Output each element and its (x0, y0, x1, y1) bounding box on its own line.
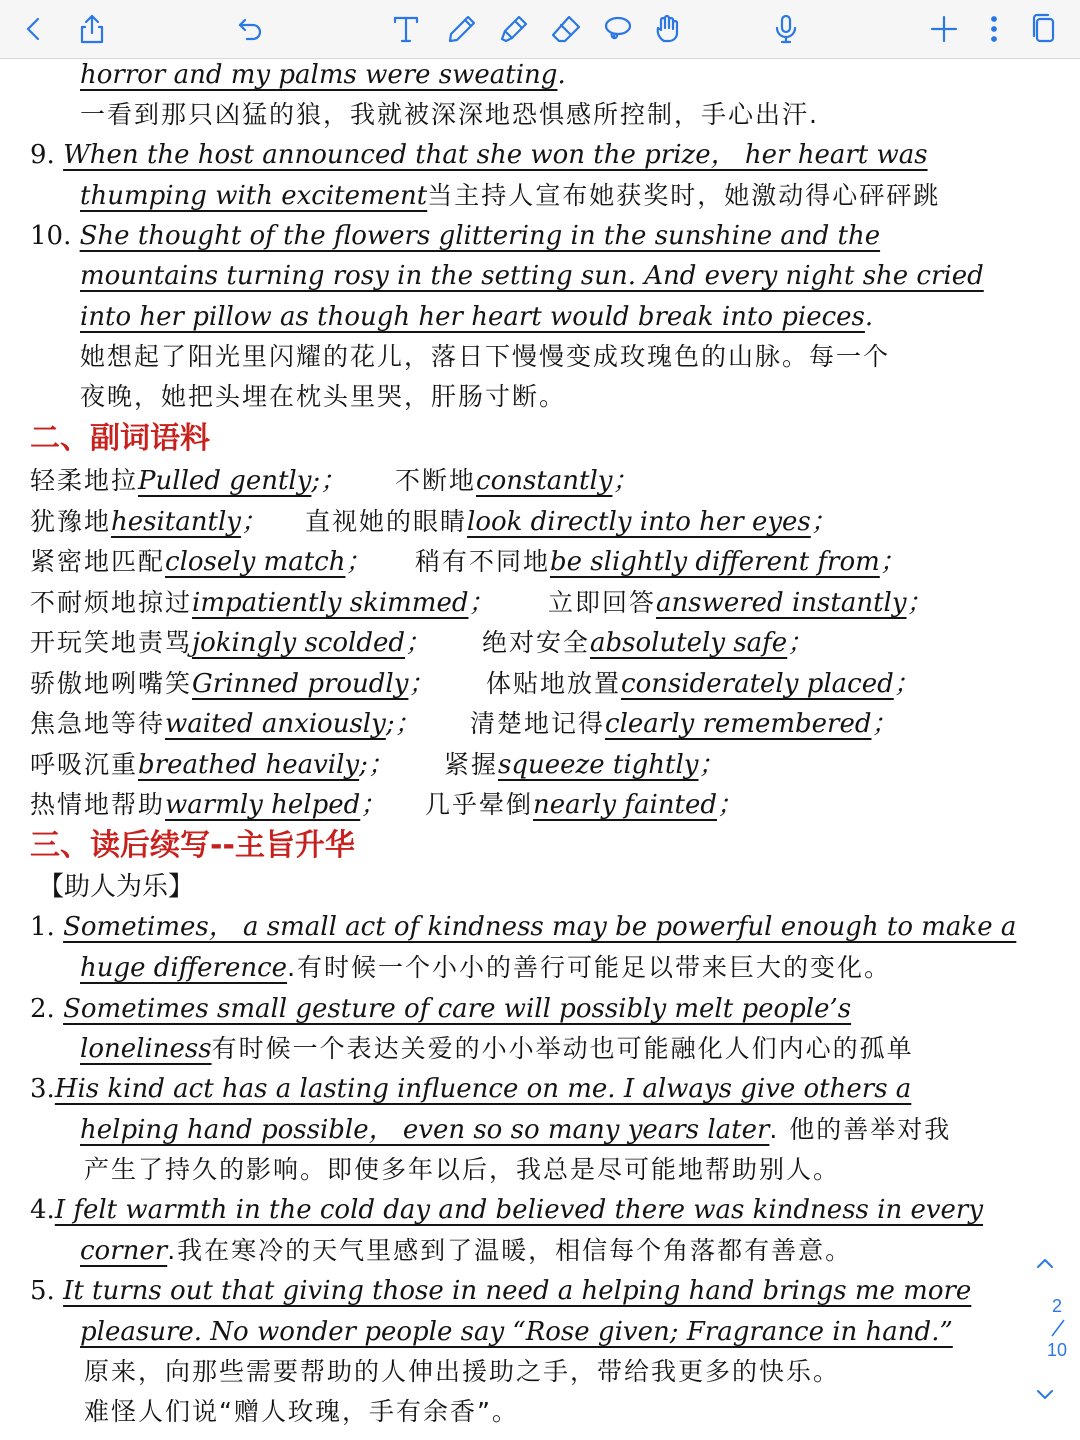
punctuation: ； (360, 790, 387, 820)
page-navigator (1010, 1240, 1080, 1420)
adverb-row (30, 704, 421, 744)
punctuation: ； (612, 466, 639, 496)
adverb-english: be slightly different from (550, 547, 880, 577)
adverb-row (30, 785, 386, 825)
previous-page-button[interactable] (1030, 1248, 1060, 1278)
adverb-chinese: 直视她的眼睛 (305, 506, 468, 536)
adverb-row (395, 461, 638, 501)
adverb-row (425, 785, 743, 825)
adverb-chinese: 几乎晕倒 (425, 790, 534, 819)
adverb-chinese: 稍有不同地 (415, 547, 551, 576)
adverb-chinese: 立即回答 (548, 587, 657, 617)
adverb-english: considerately placed (621, 668, 894, 699)
note-line (80, 337, 890, 377)
adverb-english: jokingly scolded (192, 628, 406, 658)
punctuation: . (864, 302, 874, 332)
note-line (80, 1312, 953, 1352)
english-phrase: His kind act has a lasting influence on me. I always give others a (54, 1074, 912, 1104)
note-line (30, 907, 1016, 947)
adverb-english: clearly remembered (605, 709, 872, 739)
chinese-translation: 难怪人们说“赠人玫瑰，手有余香”。 (84, 1397, 519, 1426)
english-phrase: Sometimes， a small act of kindness may be powerful enough to make a (63, 912, 1017, 942)
chinese-translation: 有时候一个表达关爱的小小举动也可能融化人们内心的孤单 (211, 1034, 914, 1063)
note-line (80, 297, 873, 337)
punctuation: ； (717, 790, 744, 820)
adverb-row (30, 502, 267, 542)
adverb-chinese: 呼吸沉重 (30, 749, 139, 779)
adverb-chinese: 体贴地放置 (486, 668, 622, 698)
adverb-chinese: 开玩笑地责骂 (30, 628, 193, 657)
english-phrase: It turns out that giving those in need a helping hand brings me more (63, 1276, 972, 1306)
adverb-english: impatiently skimmed (192, 587, 469, 618)
lasso-icon[interactable] (598, 9, 638, 49)
punctuation: ； (810, 506, 837, 537)
chinese-translation: 夜晚，她把头埋在枕头里哭，肝肠寸断。 (80, 382, 567, 411)
adverb-english: Grinned proudly (192, 668, 409, 699)
adverb-chinese: 犹豫地 (30, 506, 112, 536)
english-phrase: pleasure. No wonder people say “Rose given; Fragrance in hand.” (80, 1317, 953, 1347)
punctuation: ； (240, 506, 267, 537)
subsection-title: 【助人为乐】 (38, 872, 195, 902)
note-line (30, 1190, 983, 1230)
note-line (80, 1231, 852, 1271)
english-phrase: thumping with excitement (80, 181, 428, 211)
adverb-english: squeeze tightly (498, 749, 699, 780)
note-line (30, 1069, 911, 1109)
punctuation: ； (345, 547, 372, 577)
adverb-row (30, 623, 431, 663)
english-phrase: I felt warmth in the cold day and believed there was kindness in every (54, 1195, 984, 1225)
adverb-english: breathed heavily (138, 749, 360, 780)
punctuation: ； (468, 587, 495, 618)
adverb-english: absolutely safe (590, 628, 788, 658)
share-icon[interactable] (72, 9, 112, 49)
adverb-chinese: 热情地帮助 (30, 790, 166, 819)
adverb-chinese: 不断地 (395, 466, 477, 495)
note-line (30, 1271, 971, 1311)
adverb-english: look directly into her eyes (467, 506, 811, 537)
note-line (80, 948, 891, 988)
adverb-row (30, 461, 346, 501)
item-number: 1. (30, 912, 55, 942)
note-line (80, 256, 984, 296)
english-phrase: Sometimes small gesture of care will possibly melt people’s (63, 994, 852, 1024)
punctuation: ； (698, 749, 725, 780)
adverb-english: waited anxiously (165, 709, 386, 739)
text-tool-icon[interactable] (386, 9, 426, 49)
english-phrase: huge difference (80, 953, 288, 983)
adverb-chinese: 清楚地记得 (470, 709, 606, 738)
punctuation: ;； (359, 749, 394, 780)
note-line (30, 216, 880, 256)
adverb-chinese: 紧握 (444, 749, 499, 779)
chinese-translation: .我在寒冷的天气里感到了温暖，相信每个角落都有善意。 (167, 1236, 853, 1265)
chinese-translation: 原来，向那些需要帮助的人伸出援助之手，带给我更多的快乐。 (84, 1357, 841, 1386)
item-number: 5. (30, 1276, 55, 1306)
english-phrase: loneliness (80, 1034, 212, 1064)
adverb-row (482, 623, 813, 663)
adverb-english: answered instantly (656, 587, 907, 618)
english-phrase: When the host announced that she won the prize， her heart was (63, 140, 928, 170)
note-line (80, 176, 940, 216)
punctuation: ； (893, 668, 920, 699)
note-line (84, 1150, 840, 1190)
adverb-english: warmly helped (165, 790, 361, 820)
adverb-row (444, 745, 725, 785)
pages-icon[interactable] (1024, 9, 1064, 49)
toolbar (0, 0, 1080, 59)
page-separator (1050, 1319, 1066, 1337)
punctuation: ； (871, 709, 898, 739)
pen-tool-icon[interactable] (442, 9, 482, 49)
note-line (80, 1110, 951, 1150)
note-line (80, 59, 566, 95)
punctuation: . (557, 60, 566, 90)
adverb-row (30, 745, 394, 785)
adverb-chinese: 焦急地等待 (30, 709, 166, 738)
eraser-icon[interactable] (546, 9, 586, 49)
note-line (80, 95, 819, 135)
adverb-english: closely match (165, 547, 346, 577)
punctuation: ;； (385, 709, 421, 739)
section-heading-adverbs: 二、副词语料 (30, 421, 210, 456)
undo-icon[interactable] (230, 9, 270, 49)
adverb-row (30, 583, 495, 623)
adverb-row (30, 664, 434, 704)
adverb-row (470, 704, 898, 744)
more-vertical-icon[interactable] (974, 9, 1014, 49)
punctuation: ;； (311, 466, 347, 496)
section-heading-continuation: 三、读后续写--主旨升华 (30, 828, 355, 863)
adverb-row (548, 583, 933, 623)
item-number: 2. (30, 994, 55, 1024)
total-pages: 10 (1047, 1340, 1068, 1360)
english-phrase: She thought of the flowers glittering in the sunshine and the (79, 221, 881, 251)
note-line (80, 1029, 914, 1069)
back-chevron-icon[interactable] (14, 9, 54, 49)
english-phrase: corner (80, 1236, 168, 1266)
current-page-number: 2 (1052, 1296, 1063, 1316)
chinese-translation: . 他的善举对我 (769, 1115, 952, 1144)
adverb-row (305, 502, 837, 542)
english-phrase: into her pillow as though her heart would break into pieces (80, 302, 865, 332)
adverb-chinese: 不耐烦地掠过 (30, 587, 193, 617)
english-phrase: helping hand possible， even so so many years later (80, 1115, 770, 1145)
english-phrase: horror and my palms were sweating (80, 60, 558, 90)
adverb-chinese: 骄傲地咧嘴笑 (30, 668, 193, 698)
chinese-translation: 一看到那只凶猛的狼，我就被深深地恐惧感所控制，手心出汗. (80, 100, 819, 129)
note-line (80, 377, 566, 417)
note-page (0, 59, 1080, 1440)
microphone-icon[interactable] (766, 9, 806, 49)
note-line (30, 135, 928, 175)
chinese-translation: 当主持人宣布她获奖时，她激动得心砰砰跳 (427, 181, 941, 210)
hand-touch-icon[interactable] (648, 9, 688, 49)
next-page-button[interactable] (1030, 1380, 1060, 1410)
punctuation: ； (906, 587, 933, 618)
highlighter-icon[interactable] (494, 9, 534, 49)
add-page-icon[interactable] (924, 9, 964, 49)
punctuation: ； (408, 668, 435, 699)
item-number: 9. (30, 140, 55, 170)
adverb-row (415, 542, 906, 582)
item-number: 4. (30, 1195, 55, 1225)
item-number: 3. (30, 1074, 55, 1104)
note-line (84, 1392, 519, 1432)
punctuation: ； (787, 628, 814, 658)
adverb-english: constantly (476, 466, 613, 496)
adverb-row (30, 542, 371, 582)
chinese-translation: 产生了持久的影响。即使多年以后，我总是尽可能地帮助别人。 (84, 1155, 841, 1184)
adverb-english: nearly fainted (533, 790, 718, 820)
chinese-translation: .有时候一个小小的善行可能足以带来巨大的变化。 (287, 953, 892, 982)
chinese-translation: 她想起了阳光里闪耀的花儿，落日下慢慢变成玫瑰色的山脉。每一个 (80, 342, 891, 371)
adverb-english: hesitantly (111, 506, 241, 537)
adverb-chinese: 紧密地匹配 (30, 547, 166, 576)
note-line (84, 1352, 840, 1392)
adverb-english: Pulled gently (138, 466, 312, 496)
item-number: 10. (30, 221, 72, 251)
adverb-row (486, 664, 920, 704)
adverb-chinese: 绝对安全 (482, 628, 591, 657)
note-line (30, 989, 851, 1029)
punctuation: ； (405, 628, 432, 658)
adverb-chinese: 轻柔地拉 (30, 466, 139, 495)
english-phrase: mountains turning rosy in the setting sun. And every night she cried (80, 261, 984, 291)
punctuation: ； (879, 547, 906, 577)
